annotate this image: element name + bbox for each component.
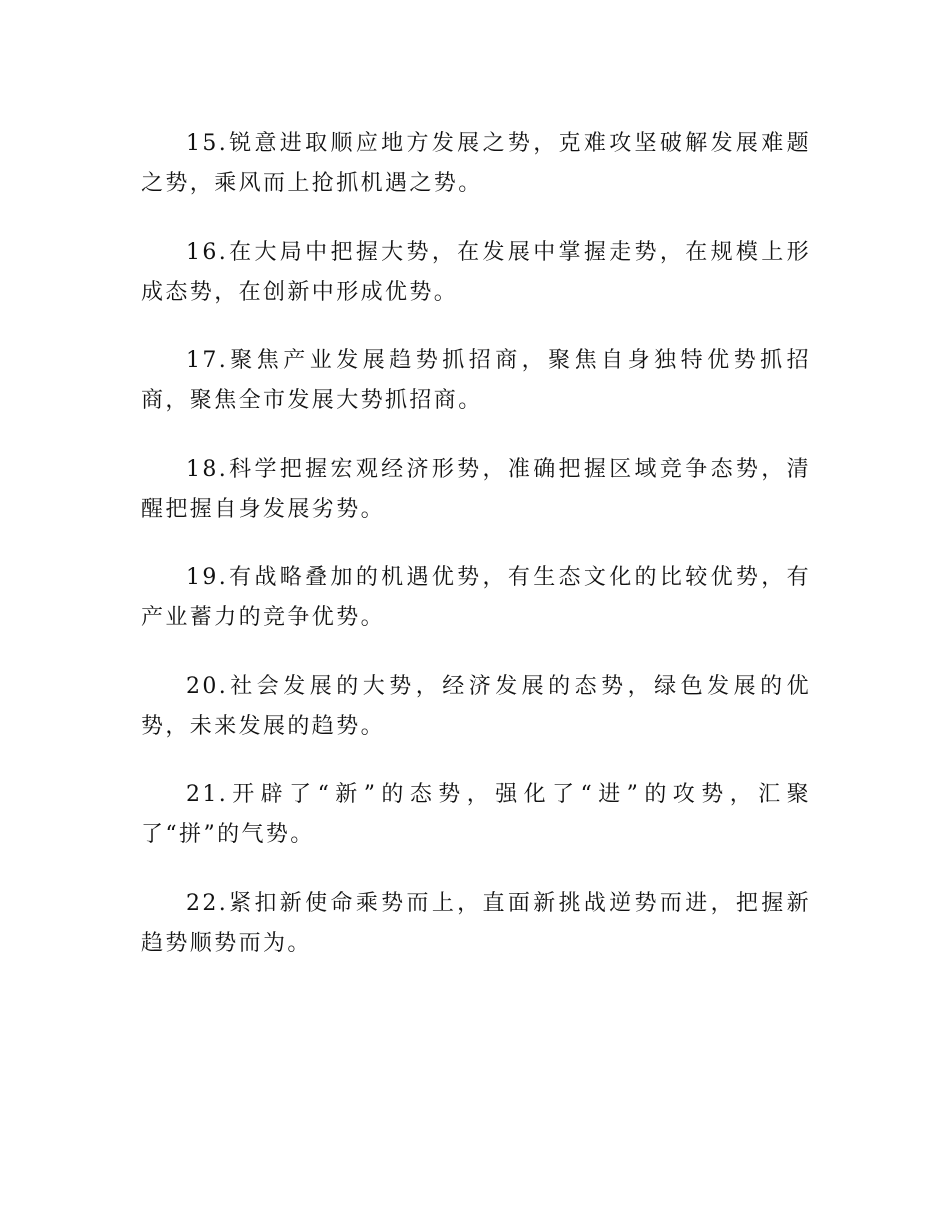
paragraph-22: 22.紧扣新使命乘势而上，直面新挑战逆势而进，把握新趋势顺势而为。 [141, 890, 811, 956]
paragraph-21: 21.开辟了“新”的态势，强化了“进”的攻势，汇聚了“拼”的气势。 [141, 782, 811, 847]
paragraph-16: 16.在大局中把握大势，在发展中掌握走势，在规模上形成态势，在创新中形成优势。 [141, 239, 811, 305]
paragraph-17: 17.聚焦产业发展趋势抓招商，聚焦自身独特优势抓招商，聚焦全市发展大势抓招商。 [141, 348, 811, 413]
paragraph-20: 20.社会发展的大势，经济发展的态势，绿色发展的优势，未来发展的趋势。 [141, 673, 811, 739]
paragraph-15: 15.锐意进取顺应地方发展之势，克难攻坚破解发展难题之势，乘风而上抢抓机遇之势。 [141, 131, 811, 196]
paragraph-18: 18.科学把握宏观经济形势，准确把握区域竞争态势，清醒把握自身发展劣势。 [141, 456, 811, 522]
document-body [141, 124, 811, 992]
paragraph-19: 19.有战略叠加的机遇优势，有生态文化的比较优势，有产业蓄力的竞争优势。 [141, 565, 811, 630]
